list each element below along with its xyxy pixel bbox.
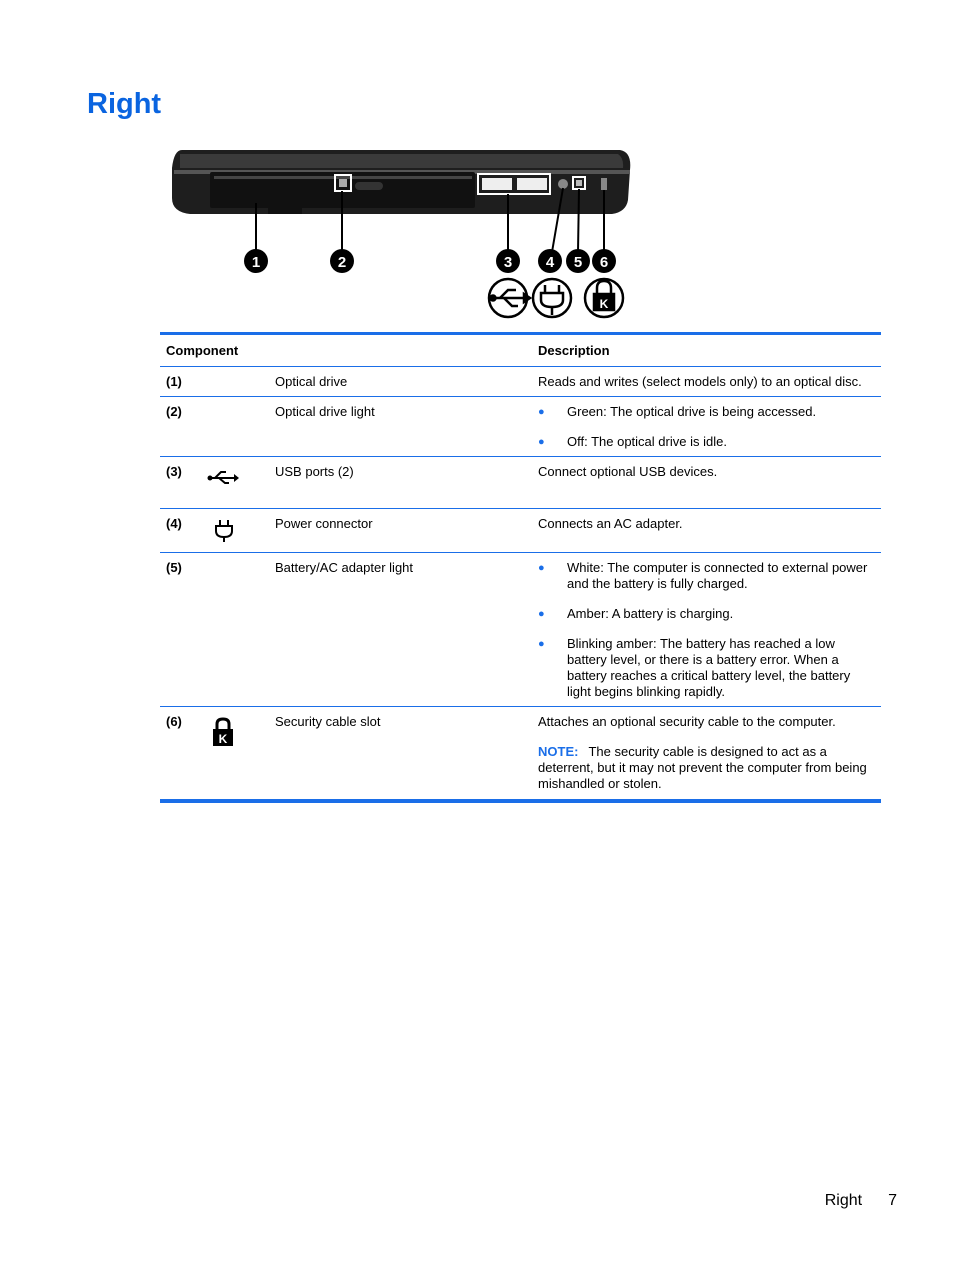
bullet-icon: ●: [538, 608, 545, 620]
power-plug-icon: [533, 279, 571, 317]
row-component-name: USB ports (2): [275, 464, 354, 479]
row-number: (1): [166, 374, 182, 389]
header-component: Component: [166, 342, 239, 358]
table-header: [160, 335, 881, 367]
row-number: (2): [166, 404, 182, 419]
row-number: (5): [166, 560, 182, 575]
page-title: Right: [87, 88, 162, 120]
list-item: ● Off: The optical drive is idle.: [538, 434, 727, 449]
list-item: ● White: The computer is connected to external power and the battery is fully charged.: [538, 560, 868, 591]
svg-text:K: K: [599, 297, 609, 311]
row-number: (6): [166, 714, 182, 729]
callout-2: 2: [337, 254, 347, 271]
table-row: [160, 707, 881, 799]
bullet-icon: ●: [538, 638, 545, 650]
bullet-icon: ●: [538, 406, 545, 418]
row-description: Connects an AC adapter.: [538, 516, 683, 531]
table-row: [160, 397, 881, 457]
note-label: NOTE:: [538, 744, 579, 759]
page-number: 7: [888, 1192, 897, 1209]
list-item: ● Green: The optical drive is being accessed.: [538, 404, 817, 419]
row-number: (4): [166, 516, 182, 531]
note-text: The security cable is designed to act as a deterrent, but it may not prevent the computer from being mishandled or stolen.: [538, 744, 867, 791]
row-description: [538, 397, 881, 456]
security-lock-icon: [585, 279, 623, 317]
row-description-text: Attaches an optional security cable to the computer.: [538, 714, 836, 729]
row-component-name: Optical drive: [275, 374, 348, 389]
row-description: [538, 553, 881, 706]
table-row: [160, 553, 881, 707]
security-lock-icon: [211, 717, 235, 747]
callout-3: 3: [503, 254, 513, 271]
page-footer: [825, 1192, 897, 1210]
list-item: ● Blinking amber: The battery has reached a low battery level, or there is a battery error. When a battery reaches a critical battery level, the battery light begins blinking rapidly.: [538, 636, 851, 699]
row-number: (3): [166, 464, 182, 479]
callout-4: 4: [545, 254, 555, 271]
header-description: Description: [538, 342, 610, 358]
usb-icon: [206, 467, 240, 487]
note: [538, 744, 875, 792]
row-component-name: Security cable slot: [275, 714, 381, 729]
bullet-icon: ●: [538, 562, 545, 574]
list-item: ● Amber: A battery is charging.: [538, 606, 734, 621]
table-row: [160, 457, 881, 509]
usb-icon: [489, 279, 530, 317]
callout-1: 1: [251, 254, 261, 271]
row-description: Reads and writes (select models only) to an optical disc.: [538, 374, 862, 389]
table-row: [160, 367, 881, 397]
table-row: [160, 509, 881, 553]
svg-text:K: K: [218, 732, 228, 746]
row-description: Connect optional USB devices.: [538, 464, 718, 479]
component-table: [160, 332, 881, 803]
footer-section: Right: [824, 1192, 863, 1209]
callout-6: 6: [599, 254, 609, 271]
row-component-name: Battery/AC adapter light: [275, 560, 414, 575]
bullet-icon: ●: [538, 436, 545, 448]
computer-right-side-illustration: [160, 140, 640, 325]
row-component-name: Optical drive light: [275, 404, 375, 419]
row-description: [538, 707, 881, 799]
row-component-name: Power connector: [275, 516, 373, 531]
power-plug-icon: [212, 519, 236, 543]
callout-5: 5: [573, 254, 583, 271]
